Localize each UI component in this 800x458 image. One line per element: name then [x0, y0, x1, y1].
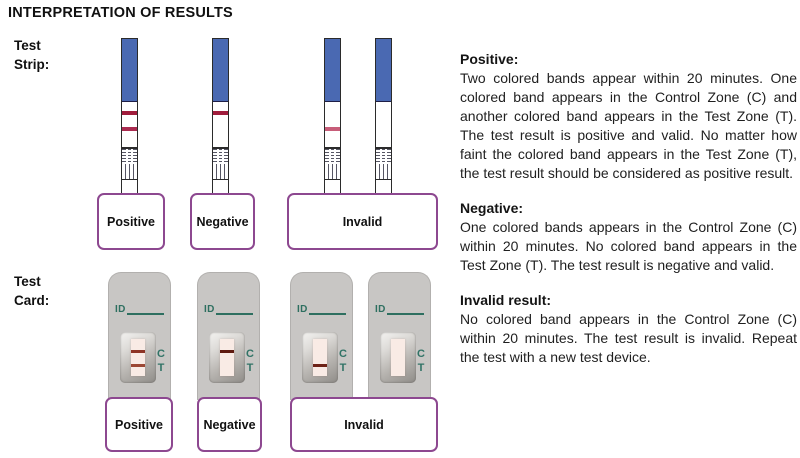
positive-body: Two colored bands appear within 20 minutes. One colored band appears in the Control Zone (C) and another colored band appears in the Test Zone (T). The test result is positive and valid. No matter how faint the colored band appears in the Test Zone (T), the test result should be considered as positive result.: [460, 70, 797, 181]
absorbent-pad: [325, 147, 340, 164]
result-window: [120, 332, 156, 383]
result-zone: [325, 102, 340, 147]
strip-result-box-positive: Positive: [97, 193, 165, 250]
result-well: [313, 339, 327, 376]
strip-foot: [376, 179, 391, 194]
test-strip-caption-line2: Strip:: [14, 57, 50, 72]
result-well: [220, 339, 234, 376]
absorbent-pad: [122, 147, 137, 164]
test-strip-invalid-blank: [375, 38, 392, 195]
id-field: [204, 302, 253, 315]
test-band: [122, 127, 137, 131]
zone-labels: [417, 347, 425, 375]
wick-lines: [122, 164, 137, 179]
explanations-column: [460, 50, 797, 367]
control-band: [213, 111, 228, 115]
id-blank-line: [309, 302, 346, 315]
id-field: [375, 302, 424, 315]
test-band: [131, 364, 145, 367]
invalid-heading: Invalid result:: [460, 292, 552, 308]
test-strip-negative: [212, 38, 229, 195]
positive-explanation: [460, 50, 797, 183]
id-label: ID: [115, 304, 126, 315]
strip-result-box-invalid: Invalid: [287, 193, 438, 250]
result-window: [302, 332, 338, 383]
zone-labels: [339, 347, 347, 375]
test-card-negative: [197, 272, 260, 400]
test-card-caption-line1: Test: [14, 274, 41, 289]
control-zone-label: C: [339, 348, 347, 360]
test-zone-label: T: [417, 362, 425, 374]
control-band: [131, 350, 145, 353]
zone-labels: [246, 347, 254, 375]
id-field: [297, 302, 346, 315]
result-window: [209, 332, 245, 383]
sample-pad: [122, 39, 137, 102]
result-window: [380, 332, 416, 383]
card-result-box-positive: Positive: [105, 397, 173, 452]
control-zone-label: C: [246, 348, 254, 360]
test-zone-label: T: [157, 362, 165, 374]
control-band: [122, 111, 137, 115]
negative-body: One colored bands appears in the Control Zone (C) within 20 minutes. No colored band appears in the Test Zone (T). The test result is negative and valid.: [460, 219, 797, 273]
wick-lines: [376, 164, 391, 179]
id-label: ID: [375, 304, 386, 315]
test-strip-positive: [121, 38, 138, 195]
sample-pad: [325, 39, 340, 102]
absorbent-pad: [213, 147, 228, 164]
positive-heading: Positive:: [460, 51, 519, 67]
result-zone: [213, 102, 228, 147]
sample-pad: [376, 39, 391, 102]
strip-foot: [325, 179, 340, 194]
wick-lines: [213, 164, 228, 179]
absorbent-pad: [376, 147, 391, 164]
negative-explanation: [460, 199, 797, 275]
test-card-positive: [108, 272, 171, 400]
test-strip-caption: [14, 36, 49, 74]
result-well: [391, 339, 405, 376]
zone-labels: [157, 347, 165, 375]
negative-heading: Negative:: [460, 200, 524, 216]
test-strip-caption-line1: Test: [14, 38, 41, 53]
test-strip-invalid-t-only: [324, 38, 341, 195]
strip-foot: [213, 179, 228, 194]
id-label: ID: [204, 304, 215, 315]
id-blank-line: [216, 302, 253, 315]
id-field: [115, 302, 164, 315]
control-band: [220, 350, 234, 353]
strip-foot: [122, 179, 137, 194]
strip-result-box-negative: Negative: [190, 193, 255, 250]
control-zone-label: C: [157, 348, 165, 360]
wick-lines: [325, 164, 340, 179]
result-zone: [376, 102, 391, 147]
control-zone-label: C: [417, 348, 425, 360]
invalid-explanation: [460, 291, 797, 367]
sample-pad: [213, 39, 228, 102]
test-zone-label: T: [339, 362, 347, 374]
test-card-caption: [14, 272, 49, 310]
test-card-invalid-t-only: [290, 272, 353, 400]
result-well: [131, 339, 145, 376]
invalid-body: No colored band appears in the Control Zone (C) within 20 minutes. The test result is invalid. Repeat the test with a new test device.: [460, 311, 797, 365]
result-zone: [122, 102, 137, 147]
test-band: [325, 127, 340, 131]
test-zone-label: T: [246, 362, 254, 374]
id-label: ID: [297, 304, 308, 315]
card-result-box-invalid: Invalid: [290, 397, 438, 452]
page-title: INTERPRETATION OF RESULTS: [8, 5, 233, 21]
id-blank-line: [387, 302, 424, 315]
test-card-caption-line2: Card:: [14, 293, 50, 308]
card-result-box-negative: Negative: [197, 397, 262, 452]
id-blank-line: [127, 302, 164, 315]
test-band: [313, 364, 327, 367]
test-card-invalid-blank: [368, 272, 431, 400]
